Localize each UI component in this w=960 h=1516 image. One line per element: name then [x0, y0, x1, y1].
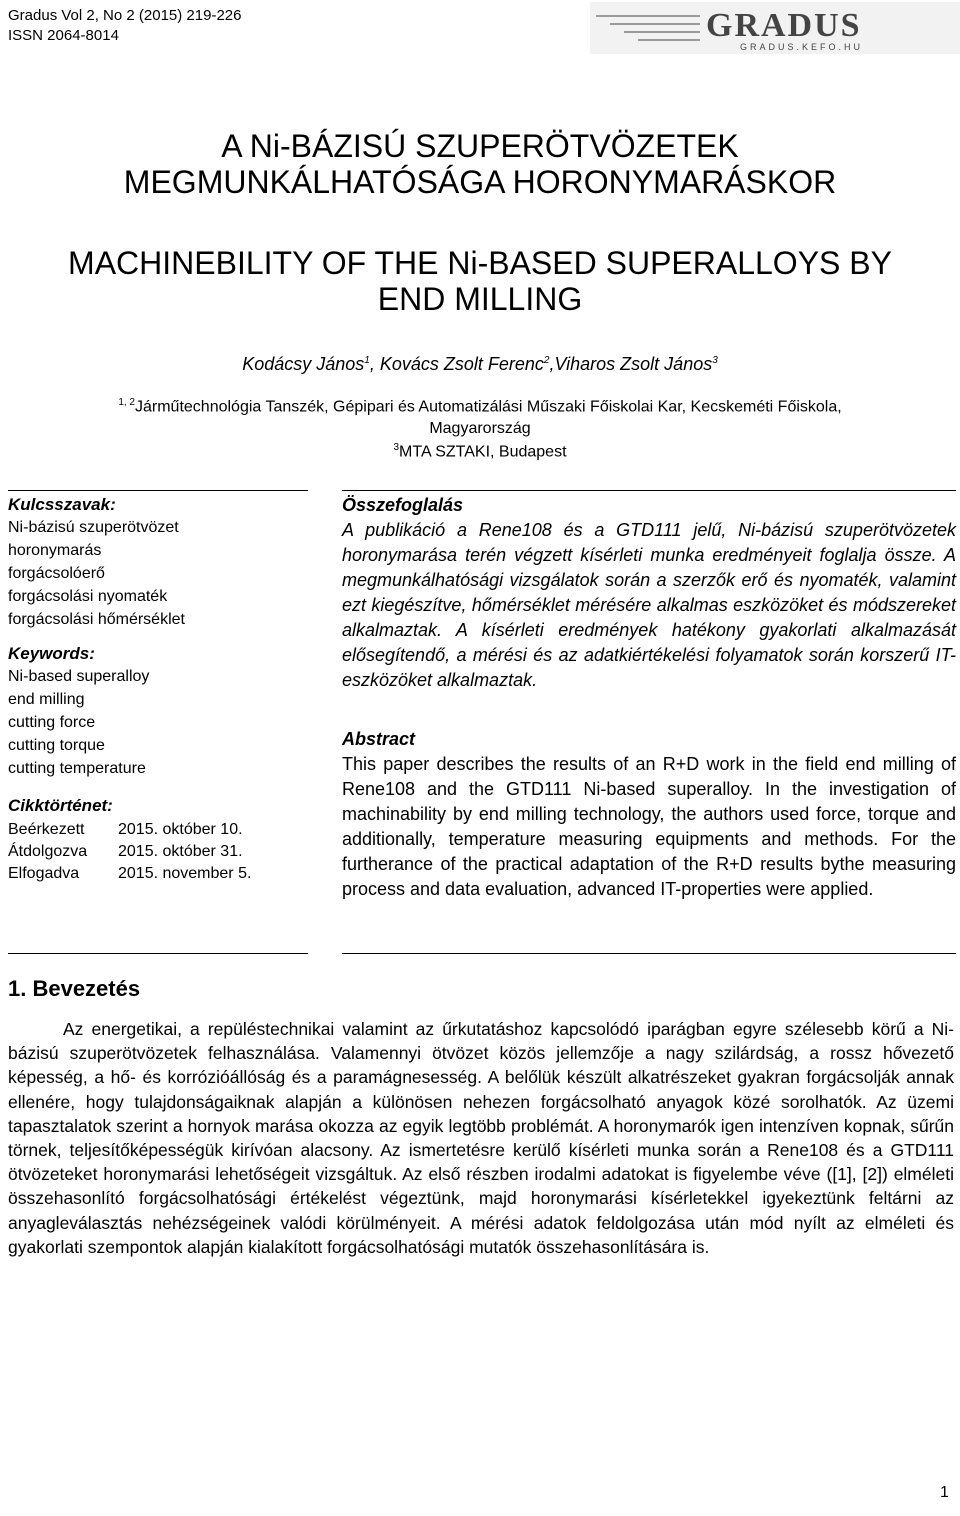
keywords-hu [8, 493, 185, 631]
keywords-en [8, 642, 149, 780]
logo-subtext: GRADUS.KEFO.HU [740, 42, 864, 52]
history-row [8, 841, 251, 863]
journal-info [8, 6, 241, 46]
keyword-hu-item: horonymarás [8, 542, 102, 559]
keyword-hu-item: forgácsolási nyomaték [8, 588, 168, 605]
affiliation-1-country: Magyarország [429, 420, 531, 437]
keywords-en-heading: Keywords: [8, 644, 95, 663]
sidebar-bottom-rule [8, 953, 308, 954]
authors [0, 354, 960, 375]
keyword-en-item: cutting force [8, 714, 96, 731]
title-en-line1: MACHINEBILITY OF THE Ni-BASED SUPERALLOYS BY [68, 245, 892, 281]
affiliation-1 [0, 397, 960, 416]
summary-hu-heading: Összefoglalás [342, 495, 464, 515]
abstract-heading: Abstract [342, 729, 416, 749]
author-1-sup: 1 [364, 355, 370, 366]
logo-text: GRADUS [706, 7, 862, 44]
author-1: Kodácsy János [242, 354, 365, 374]
history-label: Beérkezett [8, 821, 85, 838]
keyword-en-item: end milling [8, 691, 85, 708]
sidebar-top-rule [8, 490, 308, 491]
keyword-en-item: cutting torque [8, 737, 105, 754]
history-label: Elfogadva [8, 865, 80, 882]
abstract-text: This paper describes the results of an R+D work in the field end milling of Rene108 and the GTD111 Ni-based superalloy. In the investigation of machinability by end milling technology, the authors used force, torque and additionally, temperature measuring equipments and methods. For the furtherance of the practical adaptation of the R+D results bythe measuring process and data evaluation, advanced IT-properties were applied. [342, 754, 956, 899]
keywords-hu-heading: Kulcsszavak: [8, 495, 116, 514]
summary-hu-text: A publikáció a Rene108 és a GTD111 jelű, Ni-bázisú szuperötvözetek horonymarása terén végzett kísérleti munka eredményeit foglalja össze. A megmunkálhatósági vizsgálatok során a szerzők erő és nyomaték, valamint ezt kiegészítve, hőmérséklet mérésére alkalmas eszközöket és módszereket alkalmaztak. A kísérleti eredmények hatékony gyakorlati alkalmazását elősegítendő, a mérési és az adatkiértékelési folyamatok során korszerű IT-eszközöket alkalmaztak. [342, 520, 956, 690]
abstract-top-rule [342, 490, 956, 491]
history-table [8, 819, 251, 885]
affiliation-1-line1: Járműtechnológia Tanszék, Gépipari és Automatizálási Műszaki Főiskolai Kar, Kecskeméti Főiskola, [135, 398, 842, 416]
history-row [8, 819, 251, 841]
history-date: 2015. október 10. [118, 821, 243, 838]
title-en-line2: END MILLING [377, 281, 583, 317]
title-hungarian [0, 128, 960, 200]
keyword-en-item: cutting temperature [8, 760, 146, 777]
journal-volume: Gradus Vol 2, No 2 (2015) 219-226 [8, 7, 242, 24]
history-heading: Cikktörténet: [8, 796, 113, 815]
abstract-en [342, 727, 956, 902]
article-history [8, 794, 251, 885]
summary-hu [342, 493, 956, 693]
author-2-sup: 2 [543, 355, 550, 366]
page-number: 1 [940, 1484, 949, 1501]
affiliation-2 [0, 442, 960, 461]
author-2: , Kovács Zsolt Ferenc [369, 354, 544, 374]
gradus-logo [590, 2, 960, 54]
author-3-sup: 3 [712, 355, 718, 366]
keyword-hu-item: forgácsolási hőmérséklet [8, 611, 185, 628]
history-label: Átdolgozva [8, 843, 88, 860]
section-heading: 1. Bevezetés [8, 976, 141, 1001]
journal-issn: ISSN 2064-8014 [8, 27, 119, 44]
keyword-hu-item: forgácsolóerő [8, 565, 105, 582]
author-3: ,Viharos Zsolt János [549, 354, 713, 374]
history-date: 2015. október 31. [118, 843, 243, 860]
keyword-en-item: Ni-based superalloy [8, 668, 150, 685]
affiliation-2-sup: 3 [393, 442, 400, 453]
history-date: 2015. november 5. [118, 865, 252, 882]
affiliation-1-sup: 1, 2 [118, 397, 135, 408]
affiliation-2-text: MTA SZTAKI, Budapest [399, 443, 567, 461]
title-hu-line1: A Ni-BÁZISÚ SZUPERÖTVÖZETEK [221, 128, 739, 164]
section-body: Az energetikai, a repüléstechnikai valamint az űrkutatáshoz kapcsolódó iparágban egyre szélesebb körű a Ni-bázisú szuperötvözetek felhasználása. Valamennyi ötvözet közös jellemzője a nagy szilárdság, a rossz hővezető képesség, a hő- és korrózióállóság és a paramágnesesség. A belőlük készült alkatrészeket gyakran forgácsolják annak ellenére, hogy tulajdonságaiknak alapján a különösen nehezen forgácsolható anyagok közé sorolhatók. Az üzemi tapasztalatok szerint a hornyok marása okozza az egyik legtöbb problémát. A horonymarók igen intenzíven kopnak, sűrűn törnek, teljesítőképességük kirívóan alacsony. Az ismertetésre kerülő kísérleti munka során a Rene108 és a GTD111 ötvözeteket horonymarási lehetőségeit vizsgáltuk. Az első részben irodalmi adatokat is figyelembe véve ([1], [2]) elméleti összehasonlító forgácsolhatósági értékelést végeztünk, majd horonymarási kísérletekkel igyekeztünk feltárni az anyagleválasztás nehézségeinek valódi körülményeit. A mérési adatok feldolgozása után mód nyílt az elméleti és gyakorlati szempontok alapján kialakított forgácsolhatósági mutatók összehasonlítására is. [8, 1019, 954, 1257]
keyword-hu-item: Ni-bázisú szuperötvözet [8, 519, 179, 536]
title-hu-line2: MEGMUNKÁLHATÓSÁGA HORONYMARÁSKOR [123, 164, 837, 200]
history-row [8, 863, 251, 885]
abstract-bottom-rule [342, 953, 956, 954]
title-english [0, 245, 960, 317]
